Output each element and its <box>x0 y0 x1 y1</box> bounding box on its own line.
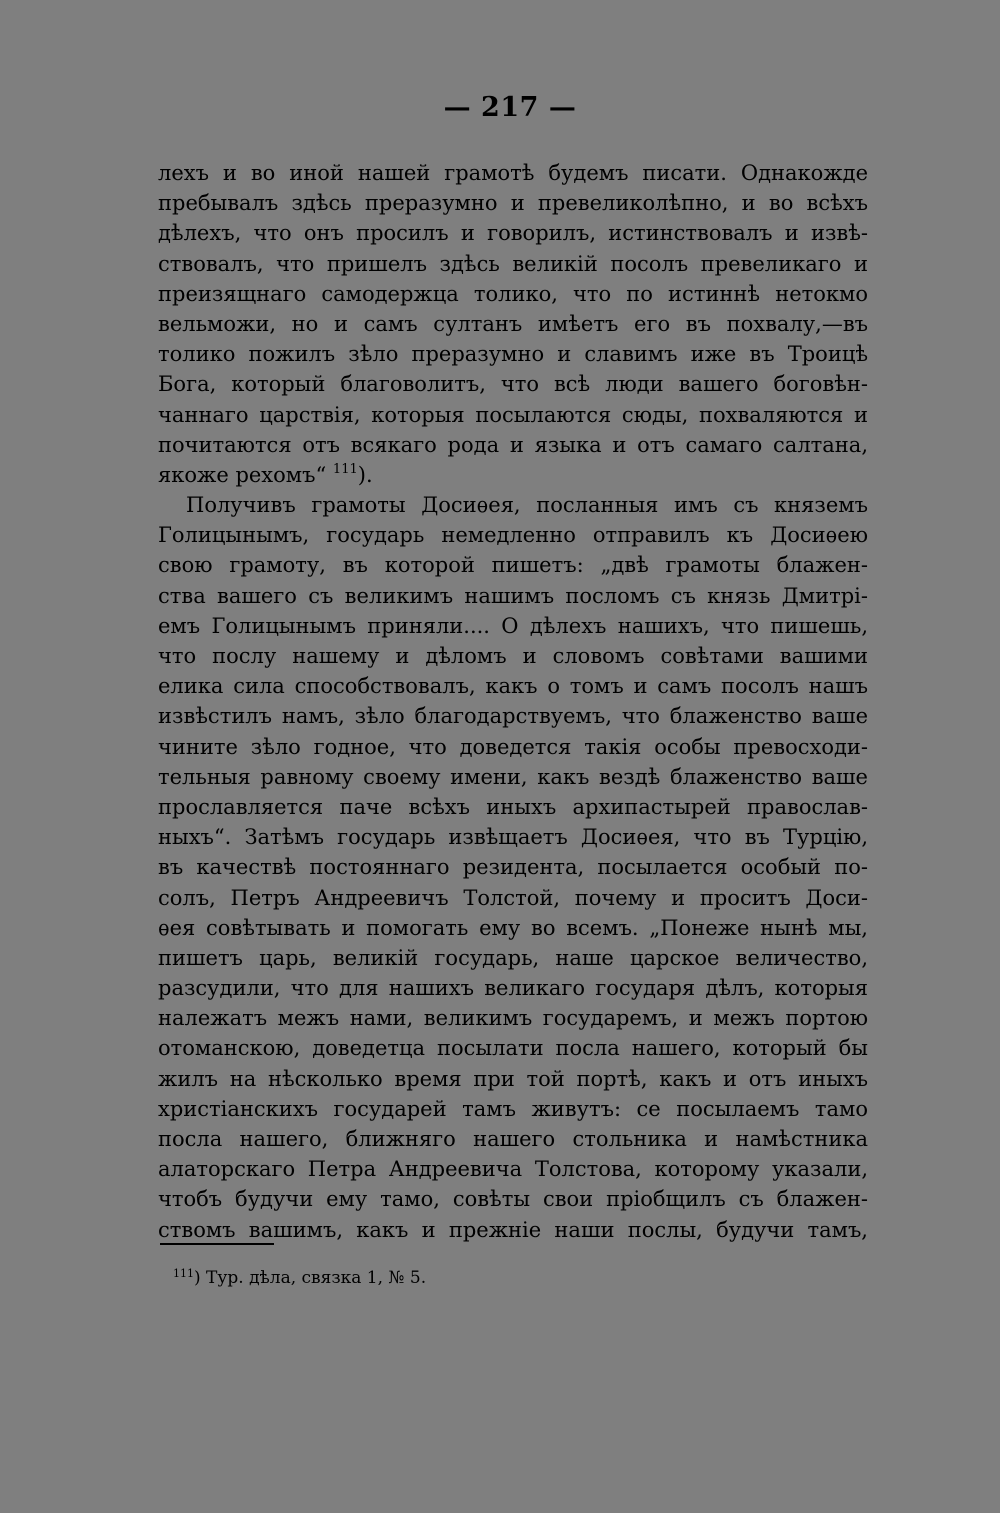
text-line: лехъ и во иной нашей грамотѣ будемъ писати. Однакожде <box>158 161 868 185</box>
text-line: прославляется паче всѣхъ иныхъ архипастырей православ- <box>158 794 868 819</box>
text-line: ныхъ“. Затѣмъ государь извѣщаетъ Досиѳея, что въ Турцію, <box>158 825 868 850</box>
footnote-separator <box>160 1243 274 1245</box>
text-line: христіанскихъ государей тамъ живутъ: се посылаемъ тамо <box>158 1096 868 1121</box>
text-line: емъ Голицынымъ приняли.... О дѣлехъ нашихъ, что пишешь, <box>158 613 868 638</box>
text-line: належатъ межъ нами, великимъ государемъ, и межъ портою <box>158 1006 868 1031</box>
text-line: посла нашего, ближняго нашего стольника и намѣстника <box>158 1127 868 1151</box>
footnote <box>173 1268 426 1288</box>
text-line: ствомъ вашимъ, какъ и прежніе наши послы, будучи тамъ, <box>158 1217 868 1242</box>
text-line: алаторскаго Петра Андреевича Толстова, которому указали, <box>158 1157 868 1182</box>
text-line: чините зѣло годное, что доведется такія особы превосходи- <box>158 734 868 759</box>
text-line: тельныя равному своему имени, какъ вездѣ блаженство ваше <box>158 764 868 789</box>
paragraph-first-line: Получивъ грамоты Досиѳея, посланныя имъ съ княземъ <box>186 493 868 518</box>
page-number: — 217 — <box>443 92 577 123</box>
footnote-text: ) Тур. дѣла, связка 1, № 5. <box>194 1268 427 1288</box>
text-line: Голицынымъ, государь немедленно отправилъ къ Досиѳею <box>158 523 868 548</box>
text-line: Бога, который благоволитъ, что всѣ люди вашего боговѣн- <box>158 372 868 397</box>
text-line: ства вашего съ великимъ нашимъ посломъ съ князь Дмитрі- <box>158 583 868 608</box>
text-line: толико пожилъ зѣло преразумно и славимъ иже въ Троицѣ <box>158 342 868 367</box>
text-line: пишетъ царь, великій государь, наше царское величество, <box>158 945 868 970</box>
body-text <box>158 158 868 1245</box>
text-line: чаннаго царствія, которыя посылаются сюды, похваляются и <box>158 402 868 427</box>
text-line: елика сила способствовалъ, какъ о томъ и самъ посолъ нашъ <box>158 674 868 699</box>
text-line: свою грамоту, въ которой пишетъ: „двѣ грамоты блажен- <box>158 553 868 578</box>
text-line: чтобъ будучи ему тамо, совѣты свои пріобщилъ съ блажен- <box>158 1187 868 1212</box>
text-line: вельможи, но и самъ султанъ имѣетъ его въ похвалу,—въ <box>158 311 868 336</box>
text-line: преизящнаго самодержца толико, что по истиннѣ нетокмо <box>158 281 868 306</box>
text-line: ствовалъ, что пришелъ здѣсь великій посолъ превеликаго и <box>158 251 868 276</box>
text-line-content: якоже рехомъ“ <box>158 462 327 487</box>
text-line: отоманскою, доведетца посылати посла нашего, который бы <box>158 1036 868 1061</box>
text-line: что послу нашему и дѣломъ и словомъ совѣтами вашими <box>158 644 868 668</box>
text-line: солъ, Петръ Андреевичъ Толстой, почему и проситъ Доси- <box>158 885 868 910</box>
text-line: въ качествѣ постояннаго резидента, посылается особый по- <box>158 855 868 880</box>
footnote-marker: 111 <box>173 1267 194 1280</box>
text-line: почитаются отъ всякаго рода и языка и отъ самаго салтана, <box>158 432 868 457</box>
footnote-reference[interactable]: 111 <box>332 461 358 477</box>
text-line: ѳея совѣтывать и помогать ему во всемъ. „Понеже нынѣ мы, <box>158 915 868 940</box>
text-line-last <box>158 460 868 490</box>
text-line: жилъ на нѣсколько время при той портѣ, какъ и отъ иныхъ <box>158 1066 868 1091</box>
text-line: разсудили, что для нашихъ великаго государя дѣлъ, которыя <box>158 976 868 1001</box>
text-line: пребывалъ здѣсь преразумно и превеликолѣпно, и во всѣхъ <box>158 191 868 216</box>
text-line: извѣстилъ намъ, зѣло благодарствуемъ, что блаженство ваше <box>158 704 868 729</box>
text-line-tail: ). <box>357 462 373 487</box>
text-line: дѣлехъ, что онъ просилъ и говорилъ, истинствовалъ и извѣ- <box>158 221 868 246</box>
